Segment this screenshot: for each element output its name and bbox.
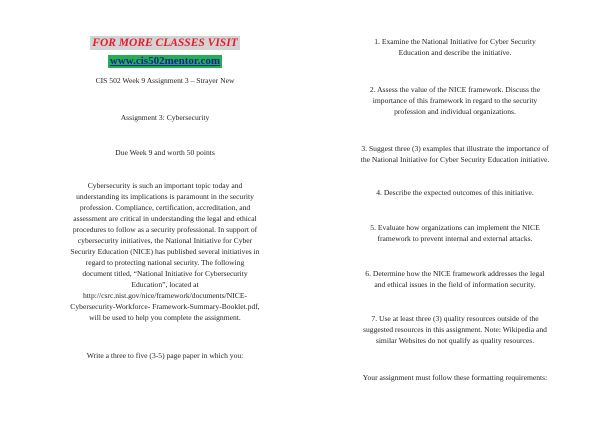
- item-7: [322, 313, 588, 346]
- item-line: suggested resources in this assignment. Note: Wikipedia and: [363, 325, 547, 334]
- formatting-requirements: Your assignment must follow these formatting requirements:: [362, 373, 548, 382]
- intro-line: will be used to help you complete the assignment.: [89, 313, 241, 322]
- item-line: 5. Evaluate how organizations can implement the NICE: [370, 223, 540, 232]
- item-line: 6. Determine how the NICE framework addresses the legal: [365, 269, 545, 278]
- intro-line: http://csrc.nist.gov/nice/framework/documents/NICE-: [82, 291, 248, 300]
- intro-line: procedures to follow as a security professional. In support of: [72, 225, 258, 234]
- item-1: [322, 36, 588, 58]
- item-line: framework to prevent internal and external attacks.: [377, 234, 533, 243]
- item-line: profession and individual organizations.: [394, 107, 516, 116]
- write-instruction: Write a three to five (3-5) page paper in which you:: [86, 351, 244, 360]
- promo-block: [40, 36, 290, 50]
- website-link[interactable]: www.cis502mentor.com: [109, 55, 221, 67]
- item-2: [322, 84, 588, 117]
- intro-line: Cybersecurity-Workforce- Framework-Summary-Booklet.pdf,: [70, 302, 260, 311]
- item-5: [322, 222, 588, 244]
- course-line: CIS 502 Week 9 Assignment 3 – Strayer New: [95, 76, 235, 85]
- promo-banner: FOR MORE CLASSES VISIT: [92, 37, 238, 49]
- item-3: [322, 143, 588, 165]
- intro-line: Education”, located at: [131, 280, 199, 289]
- intro-line: understanding its implications is paramount in the security: [76, 192, 254, 201]
- intro-line: regard to protecting national security. The following: [85, 258, 245, 267]
- item-line: 1. Examine the National Initiative for Cyber Security: [374, 37, 536, 46]
- item-line: Education and describe the initiative.: [398, 48, 512, 57]
- item-line: 2. Assess the value of the NICE framework. Discuss the: [369, 85, 541, 94]
- due-line: Due Week 9 and worth 50 points: [115, 148, 215, 157]
- intro-line: profession. Compliance, certification, accreditation, and: [79, 203, 251, 212]
- intro-line: assessment are critical in understanding the legal and ethical: [73, 214, 257, 223]
- link-block: [40, 55, 290, 68]
- item-line: and ethical issues in the field of information security.: [374, 280, 536, 289]
- item-line: 4. Describe the expected outcomes of this initiative.: [376, 188, 534, 197]
- intro-line: Security Education (NICE) has published several initiatives in: [70, 247, 260, 256]
- assignment-title: Assignment 3: Cybersecurity: [120, 113, 210, 122]
- item-line: the National Initiative for Cyber Security Education initiative.: [360, 155, 550, 164]
- item-6: [322, 268, 588, 290]
- item-4: [322, 187, 588, 198]
- item-line: 7. Use at least three (3) quality resources outside of the: [371, 314, 539, 323]
- intro-line: Cybersecurity is such an important topic today and: [87, 181, 243, 190]
- intro-line: cybersecurity initiatives, the National Initiative for Cyber: [77, 236, 253, 245]
- item-line: 3. Suggest three (3) examples that illustrate the importance of: [361, 144, 549, 153]
- intro-line: document titled, “National Initiative for Cybersecurity: [82, 269, 248, 278]
- item-line: importance of this framework in regard to the security: [372, 96, 538, 105]
- item-line: similar Websites do not qualify as quality resources.: [375, 336, 535, 345]
- intro-paragraph: [40, 180, 290, 323]
